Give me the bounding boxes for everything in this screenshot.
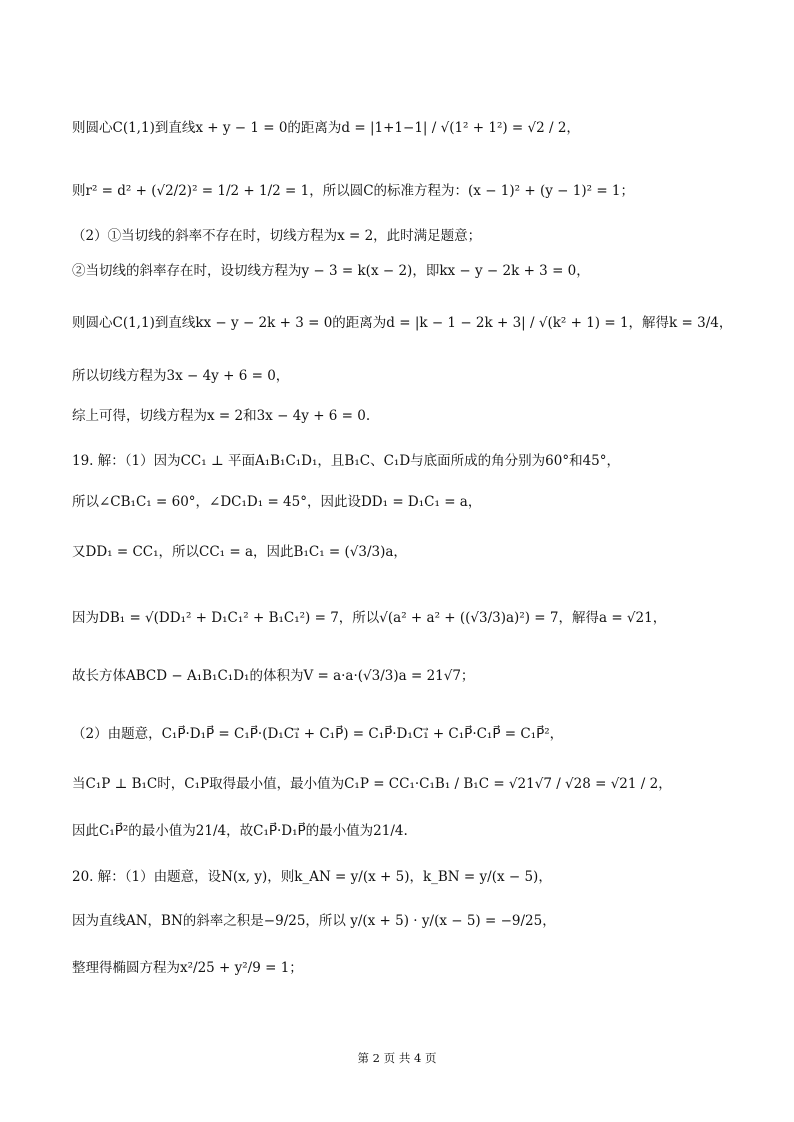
text-line: 综上可得，切线方程为x = 2和3x − 4y + 6 = 0. [72, 408, 371, 424]
text-line: 则圆心C(1,1)到直线kx − y − 2k + 3 = 0的距离为d = |k − 1 − 2k + 3| / √(k² + 1) = 1，解得k = 3/4， [72, 315, 733, 331]
text-line: 则r² = d² + (√2/2)² = 1/2 + 1/2 = 1，所以圆C的标准方程为：(x − 1)² + (y − 1)² = 1； [72, 183, 635, 199]
text-line: ②当切线的斜率存在时，设切线方程为y − 3 = k(x − 2)，即kx − y − 2k + 3 = 0， [72, 263, 590, 279]
text-line: 所以切线方程为3x − 4y + 6 = 0， [72, 368, 290, 384]
text-line: 又DD₁ = CC₁，所以CC₁ = a，因此B₁C₁ = (√3/3)a， [72, 544, 407, 560]
text-line: 因为DB₁ = √(DD₁² + D₁C₁² + B₁C₁²) = 7，所以√(a² + a² + ((√3/3)a)²) = 7，解得a = √21， [72, 610, 667, 626]
text-line: 则圆心C(1,1)到直线x + y − 1 = 0的距离为d = |1+1−1| / √(1² + 1²) = √2 / 2， [72, 120, 580, 136]
text-line: 19. 解：（1）因为CC₁ ⊥ 平面A₁B₁C₁D₁，且B₁C、C₁D与底面所成的角分别为60°和45°， [72, 453, 621, 469]
text-line: 当C₁P ⊥ B₁C时，C₁P取得最小值，最小值为C₁P = CC₁·C₁B₁ / B₁C = √21√7 / √28 = √21 / 2， [72, 776, 672, 792]
text-line: （2）由题意，C₁P⃗·D₁P⃗ = C₁P⃗·(D₁C₁⃗ + C₁P⃗) = C₁P⃗·D₁C₁⃗ + C₁P⃗·C₁P⃗ = C₁P⃗²， [72, 726, 564, 742]
page-footer: 第 2 页 共 4 页 [357, 1051, 437, 1065]
text-line: 所以∠CB₁C₁ = 60°，∠DC₁D₁ = 45°，因此设DD₁ = D₁C₁ = a， [72, 494, 482, 510]
text-line: 因此C₁P⃗²的最小值为21/4，故C₁P⃗·D₁P⃗的最小值为21/4. [72, 823, 408, 839]
text-line: 因为直线AN，BN的斜率之积是−9/25，所以 y/(x + 5) · y/(x − 5) = −9/25， [72, 913, 556, 929]
text-line: 20. 解：（1）由题意，设N(x, y)，则k_AN = y/(x + 5)，k_BN = y/(x − 5)， [72, 869, 552, 885]
text-line: （2）①当切线的斜率不存在时，切线方程为x = 2，此时满足题意； [72, 228, 482, 244]
text-line: 整理得椭圆方程为x²/25 + y²/9 = 1； [72, 960, 303, 976]
text-line: 故长方体ABCD − A₁B₁C₁D₁的体积为V = a·a·(√3/3)a = 21√7； [72, 668, 475, 684]
